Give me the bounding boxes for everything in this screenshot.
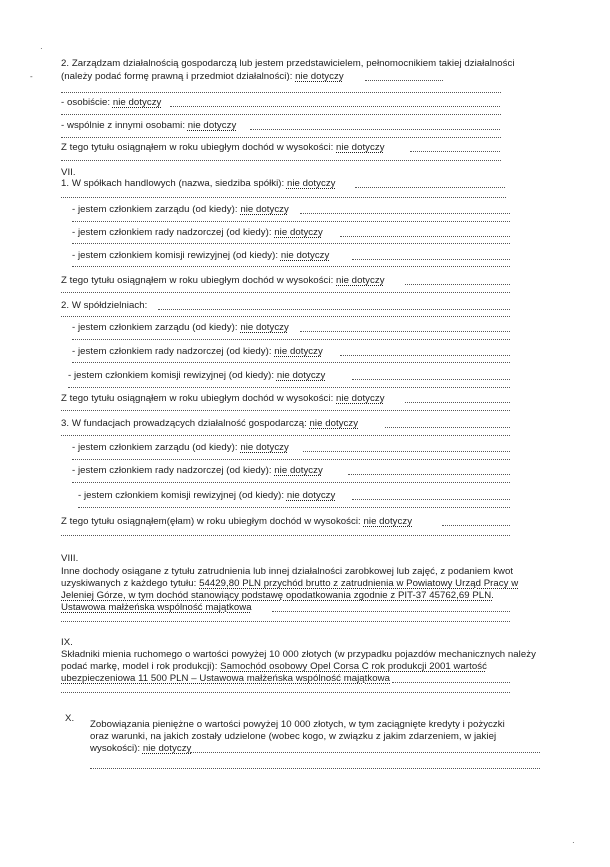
other-income-line-2: [61, 578, 518, 589]
personally-value: nie dotyczy: [112, 97, 162, 108]
dotted-line: [405, 402, 510, 403]
dotted-line: [61, 160, 501, 161]
companies-supervisory-row: [72, 227, 323, 238]
other-income-value-1: 54429,80 PLN przychód brutto z zatrudnienia w Powiatowy Urząd Pracy w: [199, 578, 519, 589]
dotted-line: [365, 80, 443, 81]
coops-audit-label: - jestem członkiem komisji rewizyjnej (od kiedy):: [68, 370, 275, 381]
section-x-heading: X.: [65, 713, 75, 724]
dotted-line: [61, 316, 510, 317]
other-income-value-3: Ustawowa małżeńska wspólność majątkowa: [61, 602, 252, 613]
foundations-income-row: [61, 516, 412, 527]
movable-property-value-2: ubezpieczeniowa 11 500 PLN – Ustawowa małżeńska wspólność majątkowa: [61, 673, 390, 684]
coops-board-label: - jestem członkiem zarządu (od kiedy):: [72, 322, 238, 333]
dotted-line: [61, 292, 510, 293]
foundations-audit-row: [78, 490, 335, 501]
coops-board-value: nie dotyczy: [240, 322, 289, 333]
companies-label: 1. W spółkach handlowych (nazwa, siedziba spółki):: [61, 178, 285, 189]
foundations-audit-value: nie dotyczy: [286, 490, 336, 501]
dotted-line: [72, 266, 510, 267]
companies-value: nie dotyczy: [286, 178, 336, 189]
dotted-line: [68, 387, 510, 388]
other-income-line-3: [61, 590, 494, 601]
section-vii-heading: VII.: [61, 167, 76, 178]
dotted-line: [61, 692, 510, 693]
dotted-line: [72, 243, 510, 244]
companies-audit-row: [72, 250, 329, 261]
liabilities-line-1: Zobowiązania pieniężne o wartości powyżej 10 000 złotych, w tym zaciągnięte kredyty i pożyczki: [90, 719, 505, 730]
margin-mark: ·: [572, 838, 575, 847]
dotted-line: [158, 309, 510, 310]
dotted-line: [340, 236, 510, 237]
business-line-2: [61, 71, 344, 82]
dotted-line: [61, 114, 501, 115]
dotted-line: [385, 427, 510, 428]
dotted-line: [61, 535, 510, 536]
other-income-line-4: [61, 602, 252, 613]
companies-board-value: nie dotyczy: [240, 204, 289, 215]
companies-audit-value: nie dotyczy: [280, 250, 330, 261]
dotted-line: [392, 682, 510, 683]
foundations-supervisory-value: nie dotyczy: [274, 465, 323, 476]
jointly-row: [61, 120, 236, 131]
foundations-income-value: nie dotyczy: [363, 516, 413, 527]
dotted-line: [355, 187, 505, 188]
dotted-line: [405, 284, 510, 285]
movable-property-line-1: Składniki mienia ruchomego o wartości powyżej 10 000 złotych (w przypadku pojazdów mechanicznych należy: [61, 649, 536, 660]
coops-income-row: [61, 393, 385, 404]
foundations-board-label: - jestem członkiem zarządu (od kiedy):: [72, 442, 238, 453]
dotted-line: [303, 451, 510, 452]
section-ix-heading: IX.: [61, 637, 73, 648]
dotted-line: [61, 435, 510, 436]
business-line-1: 2. Zarządzam działalnością gospodarczą lub jestem przedstawicielem, pełnomocnikiem takiej działalności: [61, 58, 515, 69]
dotted-line: [170, 106, 500, 107]
margin-mark: -: [30, 72, 33, 81]
liabilities-line-3: [90, 743, 191, 754]
business-income-label: Z tego tytułu osiągnąłem w roku ubiegłym dochód w wysokości:: [61, 142, 334, 153]
dotted-line: [61, 92, 501, 93]
business-form-label: (należy podać formę prawną i przedmiot działalności):: [61, 71, 293, 82]
coops-supervisory-value: nie dotyczy: [274, 346, 323, 357]
dotted-line: [190, 752, 540, 753]
business-income-value: nie dotyczy: [336, 142, 385, 153]
margin-mark: ·: [40, 44, 43, 53]
dotted-line: [272, 611, 510, 612]
dotted-line: [72, 339, 510, 340]
dotted-line: [250, 129, 500, 130]
dotted-line: [61, 410, 510, 411]
movable-property-line-3: [61, 673, 390, 684]
dotted-line: [300, 331, 510, 332]
dotted-line: [61, 197, 506, 198]
companies-income-value: nie dotyczy: [336, 275, 385, 286]
section-viii-heading: VIII.: [61, 553, 79, 564]
dotted-line: [72, 362, 510, 363]
companies-row: [61, 178, 336, 189]
coops-income-label: Z tego tytułu osiągnąłem w roku ubiegłym dochód w wysokości:: [61, 393, 334, 404]
coops-label: 2. W spółdzielniach:: [61, 300, 148, 311]
jointly-value: nie dotyczy: [187, 120, 237, 131]
coops-supervisory-row: [72, 346, 323, 357]
foundations-supervisory-label: - jestem członkiem rady nadzorczej (od kiedy):: [72, 465, 272, 476]
dotted-line: [72, 482, 510, 483]
coops-board-row: [72, 322, 289, 333]
movable-property-value-1: Samochód osobowy Opel Corsa C rok produkcji 2001 wartość: [220, 661, 487, 672]
foundations-label: 3. W fundacjach prowadzących działalność gospodarczą:: [61, 418, 307, 429]
personally-row: [61, 97, 161, 108]
coops-income-value: nie dotyczy: [336, 393, 385, 404]
companies-board-label: - jestem członkiem zarządu (od kiedy):: [72, 204, 238, 215]
dotted-line: [410, 151, 500, 152]
dotted-line: [340, 355, 510, 356]
dotted-line: [78, 507, 510, 508]
jointly-label: - wspólnie z innymi osobami:: [61, 120, 186, 131]
foundations-board-row: [72, 442, 289, 453]
coops-audit-row: [68, 370, 325, 381]
foundations-income-label: Z tego tytułu osiągnąłem(ęłam) w roku ubiegłym dochód w wysokości:: [61, 516, 361, 527]
movable-property-label: podać markę, model i rok produkcji):: [61, 661, 218, 672]
business-form-value: nie dotyczy: [295, 71, 344, 82]
dotted-line: [61, 137, 501, 138]
companies-income-row: [61, 275, 385, 286]
dotted-line: [352, 259, 510, 260]
other-income-line-1: Inne dochody osiągane z tytułu zatrudnienia lub innej działalności zarobkowej lub zajęć, z podaniem kwot: [61, 566, 514, 577]
companies-audit-label: - jestem członkiem komisji rewizyjnej (od kiedy):: [72, 250, 279, 261]
other-income-label: uzyskiwanych z każdego tytułu:: [61, 578, 197, 589]
personally-label: - osobiście:: [61, 97, 111, 108]
companies-supervisory-label: - jestem członkiem rady nadzorczej (od kiedy):: [72, 227, 272, 238]
foundations-audit-label: - jestem członkiem komisji rewizyjnej (od kiedy):: [78, 490, 285, 501]
dotted-line: [72, 459, 510, 460]
movable-property-line-2: [61, 661, 487, 672]
liabilities-line-2: oraz warunki, na jakich zostały udzielone (wobec kogo, w związku z jakim zdarzeniem, w jakiej: [90, 731, 497, 742]
foundations-supervisory-row: [72, 465, 323, 476]
liabilities-label: wysokości):: [90, 743, 141, 754]
foundations-board-value: nie dotyczy: [240, 442, 289, 453]
dotted-line: [72, 221, 510, 222]
coops-supervisory-label: - jestem członkiem rady nadzorczej (od kiedy):: [72, 346, 272, 357]
dotted-line: [300, 213, 510, 214]
liabilities-value: nie dotyczy: [142, 743, 192, 754]
companies-income-label: Z tego tytułu osiągnąłem w roku ubiegłym dochód w wysokości:: [61, 275, 334, 286]
dotted-line: [348, 474, 510, 475]
business-income-row: [61, 142, 385, 153]
other-income-value-2: Jeleniej Górze, w tym dochód stanowiący podstawę opodatkowania zgodnie z PIT-37 45762,69 PLN.: [61, 590, 494, 601]
dotted-line: [90, 768, 540, 769]
coops-audit-value: nie dotyczy: [276, 370, 326, 381]
companies-supervisory-value: nie dotyczy: [274, 227, 323, 238]
foundations-row: [61, 418, 358, 429]
foundations-value: nie dotyczy: [309, 418, 359, 429]
dotted-line: [352, 379, 510, 380]
dotted-line: [352, 499, 510, 500]
companies-board-row: [72, 204, 289, 215]
dotted-line: [61, 621, 510, 622]
dotted-line: [442, 525, 510, 526]
